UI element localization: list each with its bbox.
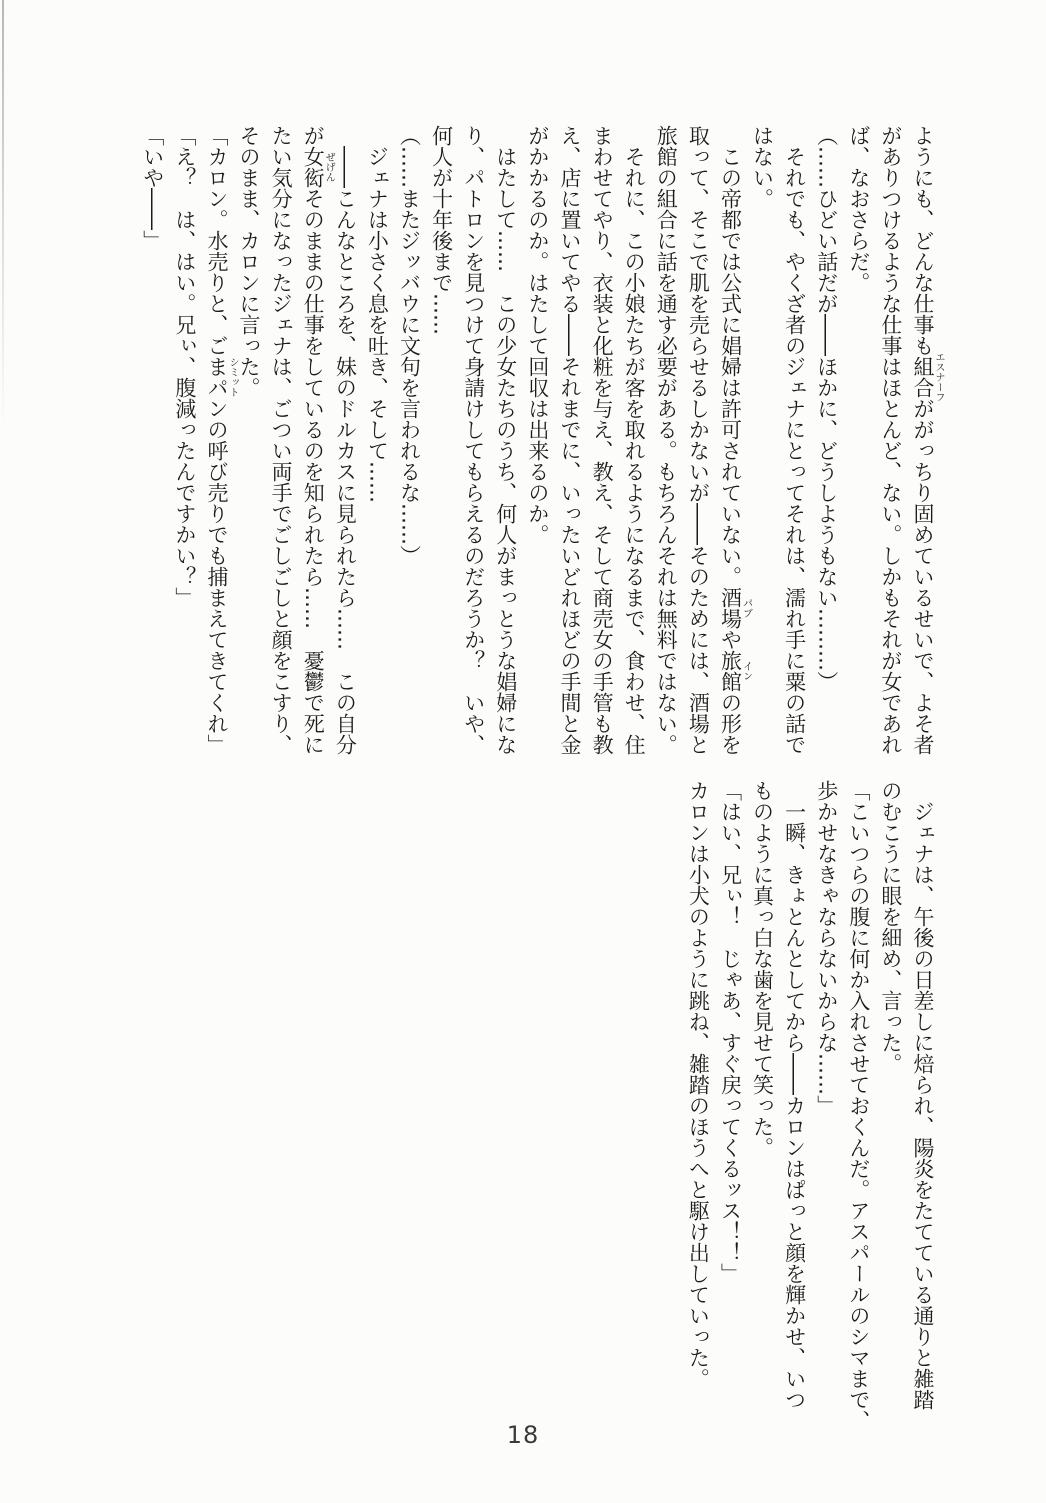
- text-run: 「はい、兄ぃ！ じゃあ、すぐ戻ってくるッス！！」: [718, 780, 743, 1284]
- text-column: [554, 125, 586, 757]
- text-column: [811, 125, 843, 757]
- text-run: はたして…… この少女たちのうち、何人がまっとうな娼婦にな: [493, 125, 518, 755]
- text-run: がかかるのか。はたして回収は出来るのか。: [525, 125, 550, 545]
- text-column: [361, 125, 393, 757]
- text-run: 歩かせなきゃならないからな……」: [814, 780, 839, 1116]
- text-column: [265, 125, 297, 757]
- ruby-base: ごまパン: [204, 335, 229, 419]
- text-column: [490, 125, 522, 757]
- ruby-base: 酒場: [718, 587, 743, 629]
- text-run: それに、この小娘たちが客を取れるようになるまで、食わせ、住: [622, 125, 647, 755]
- text-column: [233, 125, 265, 757]
- text-run: え、店に置いてやる――それまでに、いったいどれほどの手間と金: [557, 125, 582, 755]
- text-run: そのまま、カロンに言った。: [237, 125, 262, 398]
- text-run: がありつけるような仕事はほとんど、ない。しかもそれが女であれ: [878, 125, 903, 755]
- text-run: ものように真っ白な歯を見せて笑った。: [750, 780, 775, 1158]
- text-run: たい気分になったジェナは、ごつい両手でごしごしと顔をこすり、: [269, 125, 294, 755]
- text-column: [201, 125, 238, 757]
- text-column: [843, 780, 875, 1431]
- text-column: [714, 780, 746, 1412]
- text-column: [714, 125, 752, 757]
- text-column: [618, 125, 650, 757]
- text-column: [329, 125, 361, 757]
- text-run: ジェナは、午後の日差しに焙られ、陽炎をたてている通りと雑踏: [911, 780, 935, 1410]
- furigana: ぜげん: [323, 152, 335, 182]
- text-column: [779, 125, 811, 757]
- text-run: （……ひどい話だが――ほかに、どうしようもない………）: [814, 125, 839, 692]
- text-run: ば、なおさらだ。: [846, 125, 871, 293]
- text-column: [811, 780, 843, 1412]
- text-column: [875, 780, 907, 1412]
- text-run: 「こいつらの腹に何か入れさせておくんだ。アスパールのシマまで、: [846, 780, 871, 1431]
- text-column: [682, 125, 714, 757]
- text-column: [169, 125, 201, 757]
- furigana: パブ: [740, 598, 752, 618]
- text-run: のむこうに眼を細め、言った。: [878, 780, 903, 1074]
- furigana: シミット: [226, 357, 238, 397]
- text-tier-upper: [137, 125, 944, 757]
- text-run: そのままの仕事をしているのを知られたら…… 憂鬱で死に: [301, 188, 326, 755]
- text-column: [843, 125, 875, 757]
- text-column: [297, 125, 335, 757]
- text-column: [746, 780, 778, 1412]
- ruby-base: 旅館: [718, 650, 743, 692]
- text-run: 一瞬、きょとんとしてから――カロンはぱっと顔を輝かせ、いつ: [782, 780, 807, 1410]
- text-run: 旅館の組合に話を通す必要がある。もちろんそれは無料ではない。: [654, 125, 679, 755]
- text-run: 「カロン。水売りと、: [204, 125, 229, 335]
- text-run: ようにも、どんな仕事も: [911, 125, 935, 356]
- text-column: [458, 125, 490, 757]
- text-run: ――こんなところを、妹のドルカスに見られたら…… この自分: [333, 125, 358, 755]
- text-run: 「いや――」: [140, 125, 165, 251]
- text-run: や: [718, 629, 743, 650]
- text-run: の呼び売りでも捕まえてきてくれ」: [204, 419, 229, 755]
- text-column: [586, 125, 618, 757]
- text-column: [875, 125, 907, 757]
- furigana: エスナーフ: [933, 352, 944, 402]
- text-column: [779, 780, 811, 1412]
- ruby-base: 組合: [911, 356, 935, 398]
- text-run: ががっちり固めているせいで、よそ者: [911, 398, 935, 755]
- text-run: まわせてやり、衣装と化粧を与え、教え、そして商売女の手管も教: [590, 125, 615, 755]
- text-run: 「え？ は、はい。兄ぃ、腹減ったんですかい？」: [172, 125, 197, 608]
- text-run: り、パトロンを見つけて身請けしてもらえるのだろうか？ いや、: [461, 125, 486, 755]
- scan-edge-artifact: [2, 0, 4, 430]
- text-column: [650, 125, 682, 757]
- text-run: 何人が十年後まで……: [429, 125, 454, 335]
- text-run: 取って、そこで肌を売らせるしかないが――そのためには、酒場と: [686, 125, 711, 755]
- text-column: [137, 125, 169, 757]
- text-run: （……またジッバウに文句を言われるな……）: [397, 125, 422, 566]
- furigana: イン: [740, 661, 752, 681]
- text-column: [682, 780, 714, 1412]
- text-column: [907, 780, 939, 1412]
- page-number: 18: [506, 1421, 540, 1449]
- text-run: はない。: [750, 125, 775, 209]
- text-column: [746, 125, 778, 757]
- text-run: の形を: [718, 692, 743, 755]
- text-tier-lower: [682, 780, 939, 1431]
- text-run: それでも、やくざ者のジェナにとってそれは、濡れ手に粟の話で: [782, 125, 807, 755]
- text-run: が: [301, 125, 326, 146]
- text-column: [907, 125, 944, 757]
- text-run: ジェナは小さく息を吐き、そして……: [365, 125, 390, 503]
- text-column: [426, 125, 458, 757]
- ruby-base: 女衒: [301, 146, 326, 188]
- text-run: この帝都では公式に娼婦は許可されていない。: [718, 125, 743, 587]
- text-run: カロンは小犬のように跳ね、雑踏のほうへと駆け出していった。: [686, 780, 711, 1389]
- text-column: [522, 125, 554, 757]
- text-column: [393, 125, 425, 757]
